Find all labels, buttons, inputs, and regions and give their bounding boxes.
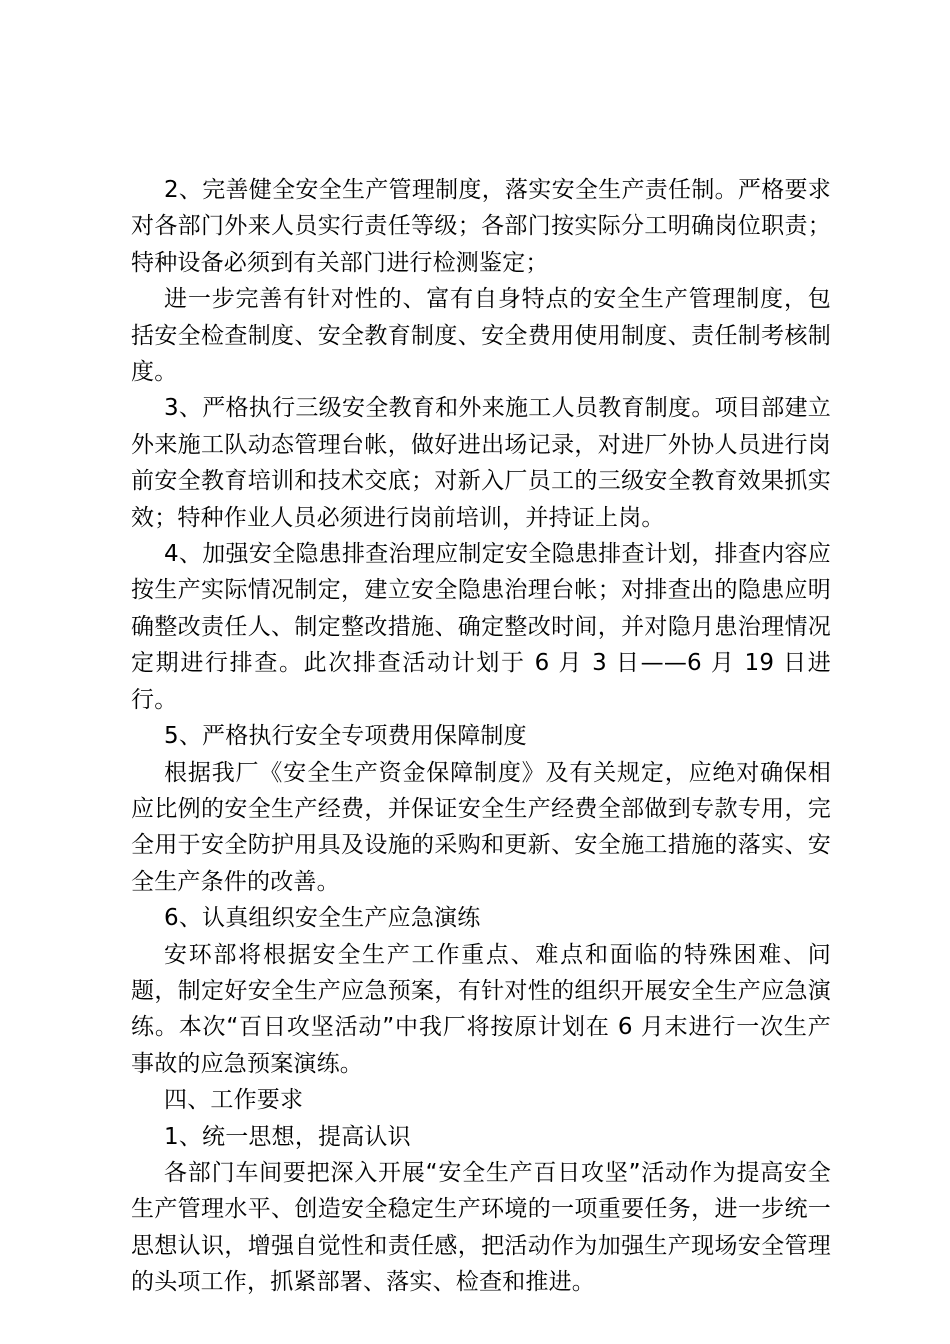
heading-section-4-requirements: 四、工作要求 bbox=[164, 1087, 304, 1114]
paragraph-emergency-plan: 安环部将根据安全生产工作重点、难点和面临的特殊困难、问题，制定好安全生产应急预案，有针对性的组织开展安全生产应急演练。本次“百日攻坚活动”中我厂将按原计划在 6 月末进行一次生产事故的应急预案演练。 bbox=[131, 941, 831, 1077]
heading-item-6-emergency-drill: 6、认真组织安全生产应急演练 bbox=[164, 905, 481, 932]
paragraph-improve-management-system: 进一步完善有针对性的、富有自身特点的安全生产管理制度，包括安全检查制度、安全教育制度、安全费用使用制度、责任制考核制度。 bbox=[131, 286, 831, 386]
document-body bbox=[131, 172, 831, 1301]
paragraph-funding-guarantee: 根据我厂《安全生产资金保障制度》及有关规定，应绝对确保相应比例的安全生产经费，并保证安全生产经费全部做到专款专用，完全用于安全防护用具及设施的采购和更新、安全施工措施的落实、安全生产条件的改善。 bbox=[131, 759, 831, 895]
heading-item-5-expense-guarantee: 5、严格执行安全专项费用保障制度 bbox=[164, 723, 527, 750]
heading-requirement-1-unify-thinking: 1、统一思想，提高认识 bbox=[164, 1123, 411, 1150]
paragraph-item-3-safety-education: 3、严格执行三级安全教育和外来施工人员教育制度。项目部建立外来施工队动态管理台帐，做好进出场记录，对进厂外协人员进行岗前安全教育培训和技术交底；对新入厂员工的三级安全教育效果抓实效；特种作业人员必须进行岗前培训，并持证上岗。 bbox=[131, 395, 831, 531]
paragraph-item-4-hazard-inspection: 4、加强安全隐患排查治理应制定安全隐患排查计划，排查内容应按生产实际情况制定，建立安全隐患治理台帐；对排查出的隐患应明确整改责任人、制定整改措施、确定整改时间，并对隐月患治理情况定期进行排查。此次排查活动计划于 6 月 3 日——6 月 19 日进行。 bbox=[131, 541, 831, 713]
paragraph-item-2-safety-system: 2、完善健全安全生产管理制度，落实安全生产责任制。严格要求对各部门外来人员实行责任等级；各部门按实际分工明确岗位职责；特种设备必须到有关部门进行检测鉴定； bbox=[131, 177, 831, 276]
paragraph-department-requirements: 各部门车间要把深入开展“安全生产百日攻坚”活动作为提高安全生产管理水平、创造安全稳定生产环境的一项重要任务，进一步统一思想认识，增强自觉性和责任感，把活动作为加强生产现场安全管理的头项工作，抓紧部署、落实、检查和推进。 bbox=[131, 1159, 831, 1296]
